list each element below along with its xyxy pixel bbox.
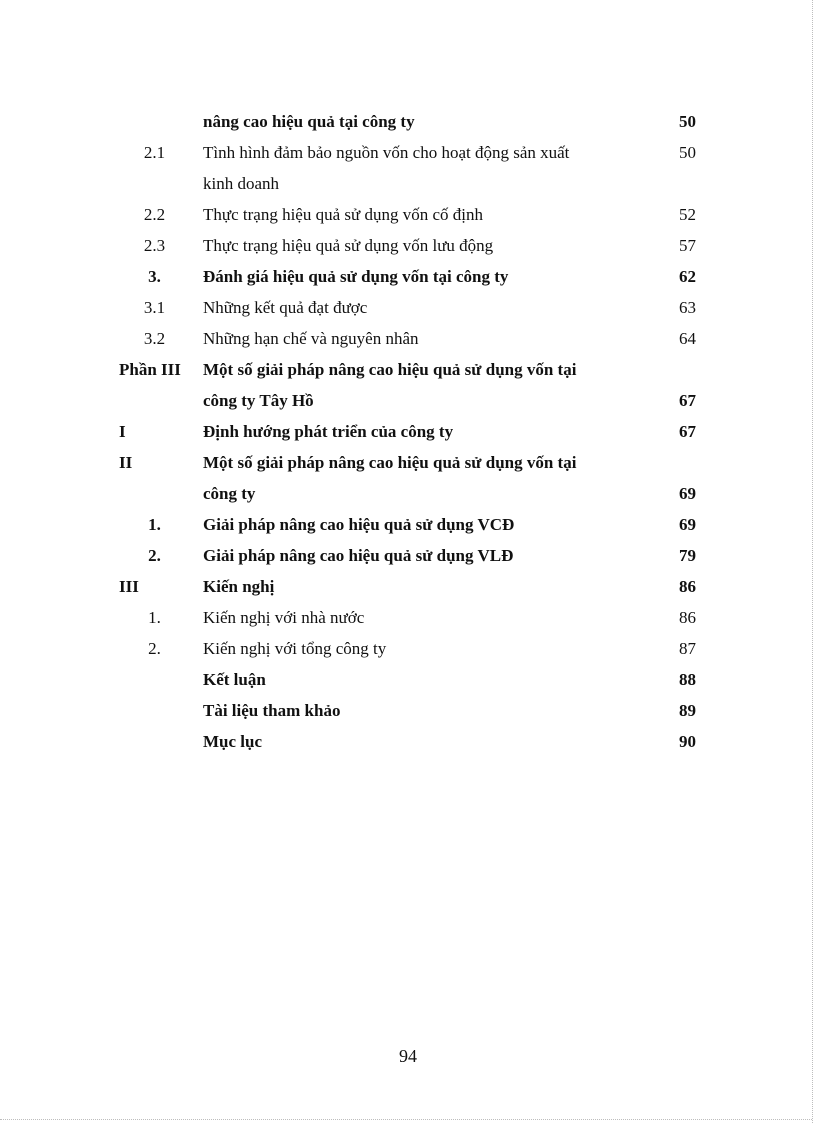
toc-entry-title: Mục lục	[203, 732, 263, 751]
toc-entry-page: 69	[679, 515, 696, 534]
toc-entry-number: II	[119, 453, 133, 472]
table-of-contents	[0, 106, 816, 757]
toc-entry-page: 57	[679, 236, 696, 255]
toc-entry-title: Kết luận	[203, 670, 266, 689]
toc-entry-title: Giải pháp nâng cao hiệu quả sử dụng VCĐ	[203, 515, 515, 534]
toc-entry-title: Những kết quả đạt được	[203, 298, 368, 317]
toc-entry-page: 69	[679, 484, 696, 503]
toc-entry	[0, 168, 816, 199]
toc-entry-page: 86	[679, 577, 696, 596]
toc-entry-title: Tình hình đảm bảo nguồn vốn cho hoạt động sản xuất	[203, 143, 570, 162]
toc-entry-page: 87	[679, 639, 696, 658]
toc-entry	[0, 447, 816, 478]
toc-entry-number: I	[119, 422, 126, 441]
toc-entry-title: Kiến nghị với tổng công ty	[203, 639, 387, 658]
toc-entry-number: III	[119, 577, 139, 596]
toc-entry-page: 64	[679, 329, 696, 348]
toc-entry-title: Giải pháp nâng cao hiệu quả sử dụng VLĐ	[203, 546, 514, 565]
toc-entry	[0, 664, 816, 695]
toc-entry-title: Tài liệu tham khảo	[203, 701, 341, 720]
toc-entry-title: công ty	[203, 484, 256, 503]
toc-entry-page: 79	[679, 546, 696, 565]
toc-entry-title: Đánh giá hiệu quả sử dụng vốn tại công ty	[203, 267, 509, 286]
toc-entry-title: Kiến nghị	[203, 577, 275, 596]
toc-entry-page: 67	[679, 391, 696, 410]
toc-entry	[0, 726, 816, 757]
toc-entry-page: 52	[679, 205, 696, 224]
toc-entry	[0, 633, 816, 664]
toc-entry-title: Một số giải pháp nâng cao hiệu quả sử dụng vốn tại	[203, 453, 577, 472]
toc-entry-number: 1.	[148, 608, 161, 627]
toc-entry	[0, 540, 816, 571]
toc-entry	[0, 354, 816, 385]
toc-entry-number: 3.2	[143, 329, 166, 348]
toc-entry-page: 63	[679, 298, 696, 317]
toc-entry	[0, 695, 816, 726]
toc-entry-number: 1.	[148, 515, 161, 534]
toc-entry-title: công ty Tây Hồ	[203, 391, 314, 410]
toc-entry-page: 50	[679, 112, 696, 131]
toc-entry	[0, 416, 816, 447]
toc-entry	[0, 571, 816, 602]
toc-entry-page: 50	[679, 143, 696, 162]
toc-entry-page: 90	[679, 732, 696, 751]
toc-entry	[0, 137, 816, 168]
toc-entry-page: 88	[679, 670, 696, 689]
toc-entry-page: 86	[679, 608, 696, 627]
toc-entry-title: Một số giải pháp nâng cao hiệu quả sử dụng vốn tại	[203, 360, 577, 379]
toc-entry-title: Thực trạng hiệu quả sử dụng vốn cố định	[203, 205, 483, 224]
toc-entry-number: 2.3	[143, 236, 166, 255]
page-border-bottom	[0, 1119, 812, 1120]
toc-entry	[0, 509, 816, 540]
toc-entry-number: 3.1	[143, 298, 166, 317]
toc-entry	[0, 385, 816, 416]
toc-entry-title: Thực trạng hiệu quả sử dụng vốn lưu động	[203, 236, 494, 255]
toc-entry	[0, 323, 816, 354]
toc-entry-page: 89	[679, 701, 696, 720]
page-number: 94	[399, 1046, 417, 1066]
toc-entry-title: Kiến nghị với nhà nước	[203, 608, 365, 627]
toc-entry	[0, 602, 816, 633]
toc-entry-title: Định hướng phát triển của công ty	[203, 422, 454, 441]
toc-entry-number: Phần III	[119, 360, 181, 379]
toc-entry	[0, 199, 816, 230]
toc-entry	[0, 478, 816, 509]
toc-entry-page: 62	[679, 267, 696, 286]
toc-entry-title: kinh doanh	[203, 174, 280, 193]
toc-entry-number: 3.	[148, 267, 161, 286]
toc-entry-title: Những hạn chế và nguyên nhân	[203, 329, 419, 348]
toc-entry-number: 2.	[148, 546, 161, 565]
toc-entry	[0, 106, 816, 137]
toc-entry	[0, 261, 816, 292]
toc-entry	[0, 292, 816, 323]
toc-entry	[0, 230, 816, 261]
toc-entry-page: 67	[679, 422, 696, 441]
toc-entry-number: 2.1	[143, 143, 166, 162]
toc-entry-number: 2.	[148, 639, 161, 658]
toc-entry-number: 2.2	[143, 205, 166, 224]
toc-entry-title: nâng cao hiệu quả tại công ty	[203, 112, 415, 131]
